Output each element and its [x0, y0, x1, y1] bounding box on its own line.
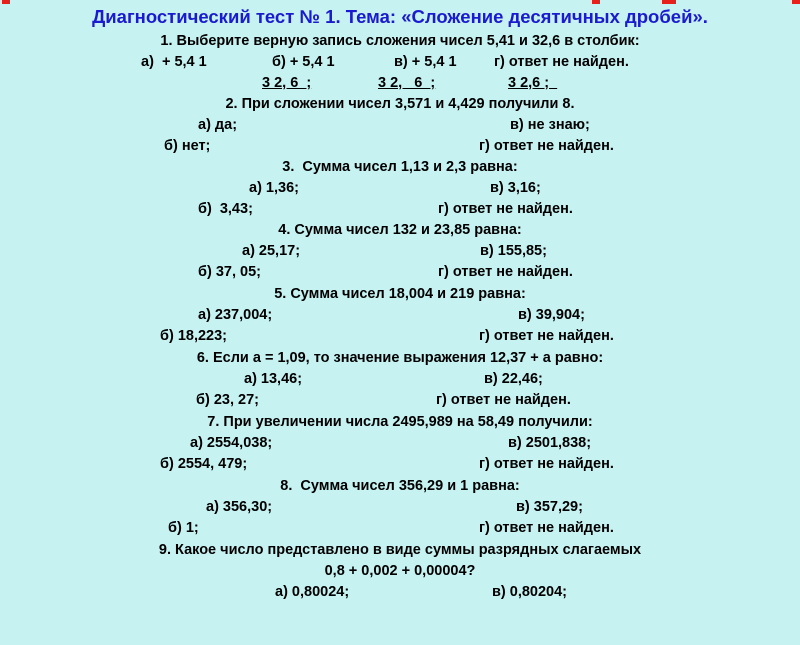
question-8-options-row-1: [0, 497, 800, 518]
question-1-option-b: б) + 5,4 1: [272, 54, 335, 70]
question-5-option-a: а) 237,004;: [198, 307, 273, 323]
question-7-option-v: в) 2501,838;: [508, 435, 592, 451]
question-3-option-g: г) ответ не найден.: [438, 201, 573, 217]
question-4-options-row-2: [0, 262, 800, 283]
question-4-option-g: г) ответ не найден.: [438, 264, 573, 280]
question-7-option-b: б) 2554, 479;: [160, 456, 248, 472]
question-2-option-b: б) нет;: [164, 138, 211, 154]
question-1-option-b-bottom: 3 2, 6 ;: [378, 75, 436, 91]
question-1-option-g: г) ответ не найден.: [494, 54, 629, 70]
question-6-option-b: б) 23, 27;: [196, 392, 259, 408]
question-6-options-row-1: [0, 369, 800, 390]
question-4-option-v: в) 155,85;: [480, 243, 547, 259]
question-2-option-v: в) не знаю;: [510, 117, 590, 133]
question-1-text: 1. Выберите верную запись сложения чисел 5,41 и 32,6 в столбик:: [160, 33, 640, 49]
question-4-options-row-1: [0, 241, 800, 262]
question-4-text: 4. Сумма чисел 132 и 23,85 равна:: [278, 222, 522, 238]
question-4-option-b: б) 37, 05;: [198, 264, 261, 280]
question-9-text-line-2: 0,8 + 0,002 + 0,00004?: [324, 563, 476, 579]
question-5-options-row-1: [0, 305, 800, 326]
question-8-option-b: б) 1;: [168, 520, 199, 536]
question-4-option-a: а) 25,17;: [242, 243, 301, 259]
question-1-options-row: [0, 52, 800, 73]
question-8-text: 8. Сумма чисел 356,29 и 1 равна:: [280, 478, 520, 494]
question-1-option-a: а) + 5,4 1: [141, 54, 207, 70]
question-7-option-a: а) 2554,038;: [190, 435, 273, 451]
question-3-option-a: а) 1,36;: [249, 180, 299, 196]
question-5-option-v: в) 39,904;: [518, 307, 585, 323]
question-9-option-v: в) 0,80204;: [492, 584, 568, 600]
question-6-text: 6. Если а = 1,09, то значение выражения 12,37 + а равно:: [196, 350, 604, 366]
question-3-option-v: в) 3,16;: [490, 180, 541, 196]
question-1-option-v-bottom: 3 2,6 ;: [508, 75, 558, 91]
question-6-options-row-2: [0, 390, 800, 411]
question-6-option-g: г) ответ не найден.: [436, 392, 571, 408]
question-3-text: 3. Сумма чисел 1,13 и 2,3 равна:: [282, 159, 518, 175]
question-2-option-g: г) ответ не найден.: [479, 138, 614, 154]
question-3-options-row-2: [0, 199, 800, 220]
question-8-options-row-2: [0, 518, 800, 539]
question-2-text: 2. При сложении чисел 3,571 и 4,429 получили 8.: [225, 96, 575, 112]
page-title: Диагностический тест № 1. Тема: «Сложение десятичных дробей».: [92, 6, 708, 27]
question-2-option-a: а) да;: [198, 117, 238, 133]
question-5-options-row-2: [0, 326, 800, 347]
question-9-option-a: а) 0,80024;: [275, 584, 350, 600]
question-1-option-v: в) + 5,4 1: [394, 54, 457, 70]
question-6-option-v: в) 22,46;: [484, 371, 543, 387]
question-1-option-a-bottom: 3 2, 6 ;: [262, 75, 312, 91]
question-3-option-b: б) 3,43;: [198, 201, 253, 217]
question-6-option-a: а) 13,46;: [244, 371, 303, 387]
question-2-options-row-1: [0, 115, 800, 136]
question-7-options-row-1: [0, 433, 800, 454]
question-8-option-a: а) 356,30;: [206, 499, 273, 515]
question-8-option-v: в) 357,29;: [516, 499, 583, 515]
question-1-column-row: [0, 73, 800, 94]
question-7-options-row-2: [0, 454, 800, 475]
question-9-text: 9. Какое число представлено в виде суммы разрядных слагаемых: [158, 542, 642, 558]
question-3-options-row-1: [0, 178, 800, 199]
question-5-option-g: г) ответ не найден.: [479, 328, 614, 344]
question-5-option-b: б) 18,223;: [160, 328, 227, 344]
question-7-text: 7. При увеличении числа 2495,989 на 58,49 получили:: [207, 414, 593, 430]
question-7-option-g: г) ответ не найден.: [479, 456, 614, 472]
question-2-options-row-2: [0, 136, 800, 157]
question-8-option-g: г) ответ не найден.: [479, 520, 614, 536]
question-5-text: 5. Сумма чисел 18,004 и 219 равна:: [274, 286, 526, 302]
